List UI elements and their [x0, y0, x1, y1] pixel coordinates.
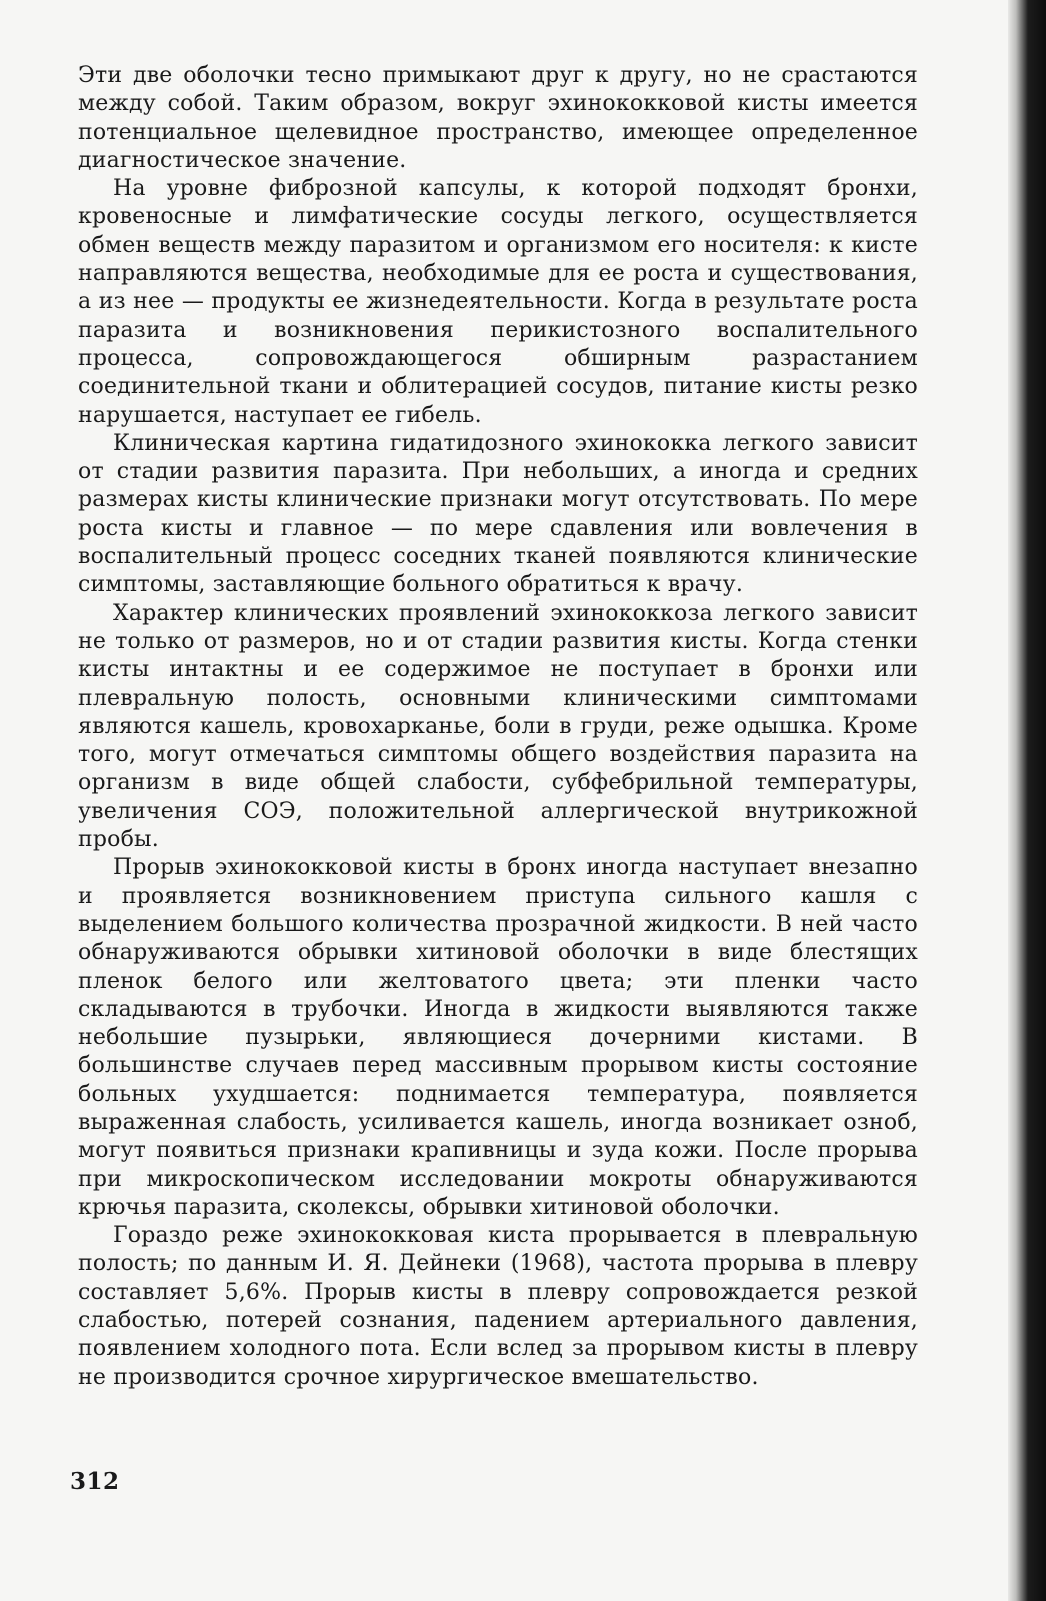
body-text	[78, 62, 918, 1392]
paragraph-4: Характер клинических проявлений эхинококкоза легкого зависит не только от размеров, но и от стадии развития кисты. Когда стенки кисты интактны и ее содержимое не поступает в бронхи или плевральную полость, основными клиническими симптомами являются кашель, кровохарканье, боли в груди, реже одышка. Кроме того, могут отмечаться симптомы общего воздействия паразита на организм в виде общей слабости, субфебрильной температуры, увеличения СОЭ, положительной аллергической внутрикожной пробы.	[78, 600, 918, 853]
paragraph-5: Прорыв эхинококковой кисты в бронх иногда наступает внезапно и проявляется возникновением приступа сильного кашля с выделением большого количества прозрачной жидкости. В ней часто обнаруживаются обрывки хитиновой оболочки в виде блестящих пленок белого или желтоватого цвета; эти пленки часто складываются в трубочки. Иногда в жидкости выявляются также небольшие пузырьки, являющиеся дочерними кистами. В большинстве случаев перед массивным прорывом кисты состояние больных ухудшается: поднимается температура, появляется выраженная слабость, усиливается кашель, иногда возникает озноб, могут появиться признаки крапивницы и зуда кожи. После прорыва при микроскопическом исследовании мокроты обнаруживаются крючья паразита, сколексы, обрывки хитиновой оболочки.	[78, 855, 918, 1220]
paragraph-1: Эти две оболочки тесно примыкают друг к другу, но не срастаются между собой. Таким образом, вокруг эхинококковой кисты имеется потенциальное щелевидное пространство, имеющее определенное диагностическое значение.	[78, 63, 918, 173]
paragraph-2: На уровне фиброзной капсулы, к которой подходят бронхи, кровеносные и лимфатические сосуды легкого, осуществляется обмен веществ между паразитом и организмом его носителя: к кисте направляются вещества, необходимые для ее роста и существования, а из нее — продукты ее жизнедеятельности. Когда в результате роста паразита и возникновения перикистозного воспалительного процесса, сопровождающегося обширным разрастанием соединительной ткани и облитерацией сосудов, питание кисты резко нарушается, наступает ее гибель.	[78, 176, 918, 428]
page-binding-edge	[1008, 0, 1046, 1601]
page-number: 312	[70, 1468, 120, 1495]
paragraph-3: Клиническая картина гидатидозного эхинококка легкого зависит от стадии развития паразита. При небольших, а иногда и средних размерах кисты клинические признаки могут отсутствовать. По мере роста кисты и главное — по мере сдавления или вовлечения в воспалительный процесс соседних тканей появляются клинические симптомы, заставляющие больного обратиться к врачу.	[78, 430, 918, 598]
paragraph-6: Гораздо реже эхинококковая киста прорывается в плевральную полость; по данным И. Я. Дейнеки (1968), частота прорыва в плевру составляет 5,6%. Прорыв кисты в плевру сопровождается резкой слабостью, потерей сознания, падением артериального давления, появлением холодного пота. Если вслед за прорывом кисты в плевру не производится срочное хирургическое вмешательство.	[78, 1223, 918, 1390]
